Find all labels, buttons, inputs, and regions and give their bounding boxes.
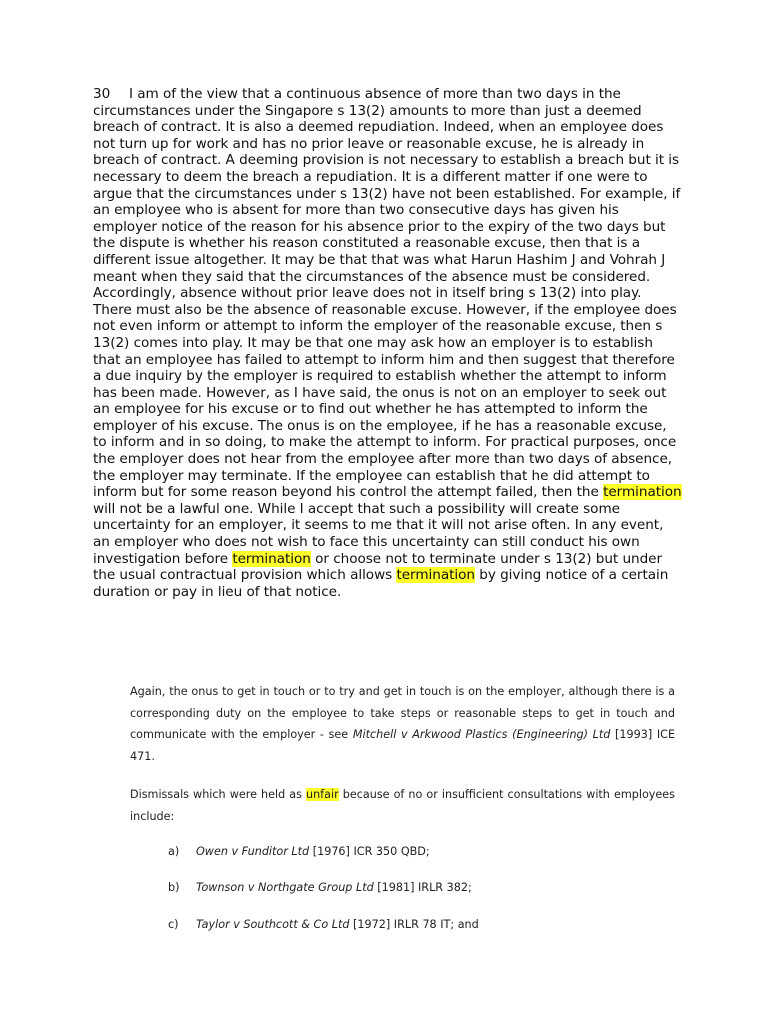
case-citation-mitchell: [1993] ICE 471.: [130, 728, 676, 763]
highlight-unfair: unfair: [306, 788, 339, 801]
highlight-termination-1: termination: [603, 484, 682, 501]
paragraph-text-part-2: will not be a lawful one. While I accept that such a possibility will create some uncertainty for an employer, it seems to me that it will not arise often. In any event, an employer who does not wish to face this uncertainty can still conduct his own investigation before: [93, 500, 664, 567]
case-letter: b): [168, 881, 180, 894]
case-name: Taylor v Southcott & Co Ltd: [196, 918, 350, 931]
case-letter: a): [168, 845, 180, 858]
case-list-item-c: [168, 917, 479, 933]
case-citation: [1972] IRLR 78 IT; and: [353, 918, 479, 931]
case-citation: [1976] ICR 350 QBD;: [312, 845, 430, 858]
case-name: Townson v Northgate Group Ltd: [196, 881, 374, 894]
paragraph-number: 30: [93, 86, 111, 102]
case-name-mitchell: Mitchell v Arkwood Plastics (Engineering) Ltd: [352, 728, 611, 742]
quote-paragraph-onus: [130, 681, 675, 767]
paragraph-text-part-4: by giving notice of a certain duration or pay in lieu of that notice.: [93, 567, 669, 600]
dismissals-text-before: Dismissals which were held as: [130, 788, 302, 801]
highlight-termination-2: termination: [232, 550, 311, 567]
highlight-termination-3: termination: [396, 567, 475, 584]
paragraph-30: [93, 86, 683, 600]
case-citation: [1981] IRLR 382;: [377, 881, 472, 894]
paragraph-text-part-3: or choose not to terminate under s 13(2) but under the usual contractual provision which allows: [93, 550, 663, 584]
case-letter: c): [168, 918, 179, 931]
case-name: Owen v Funditor Ltd: [196, 845, 310, 858]
case-list-item-a: [168, 844, 430, 860]
quote-paragraph-dismissals: [130, 784, 675, 827]
paragraph-text-part-1: I am of the view that a continuous absence of more than two days in the circumstances under the Singapore s 13(2) amounts to more than just a deemed breach of contract. It is also a deemed repudiation. Indeed, when an employee does not turn up for work and has no prior leave or reasonable excuse, he is already in breach of contract. A deeming provision is not necessary to establish a breach but it is necessary to deem the breach a repudiation. It is a different matter if one were to argue that the circumstances under s 13(2) have not been established. For example, if an employee who is absent for more than two consecutive days has given his employer notice of the reason for his absence prior to the expiry of the two days but the dispute is whether his reason constituted a reasonable excuse, then that is a different issue altogether. It may be that that was what Harun Hashim J and Vohrah J meant when they said that the circumstances of the absence must be considered. Accordingly, absence without prior leave does not in itself bring s 13(2) into play. There must also be the absence of reasonable excuse. However, if the employee does not even inform or attempt to inform the employer of the reasonable excuse, then s 13(2) comes into play. It may be that one may ask how an employer is to establish that an employee has failed to attempt to inform him and then suggest that therefore a due inquiry by the employer is required to establish whether the attempt to inform has been made. However, as I have said, the onus is not on an employer to seek out an employee for his excuse or to find out whether he has attempted to inform the employer of his excuse. The onus is on the employee, if he has a reasonable excuse, to inform and in so doing, to make the attempt to inform. For practical purposes, once the employer does not hear from the employee after more than two days of absence, the employer may terminate. If the employee can establish that he did attempt to inform but for some reason beyond his control the attempt failed, then the: [93, 86, 681, 501]
case-list-item-b: [168, 880, 472, 896]
quote-text: Again, the onus to get in touch or to try and get in touch is on the employer, although there is a corresponding duty on the employee to take steps or reasonable steps to get in touch and communicate with the employer - see: [130, 685, 675, 742]
dismissals-text-after: because of no or insufficient consultations with employees include:: [130, 788, 676, 823]
